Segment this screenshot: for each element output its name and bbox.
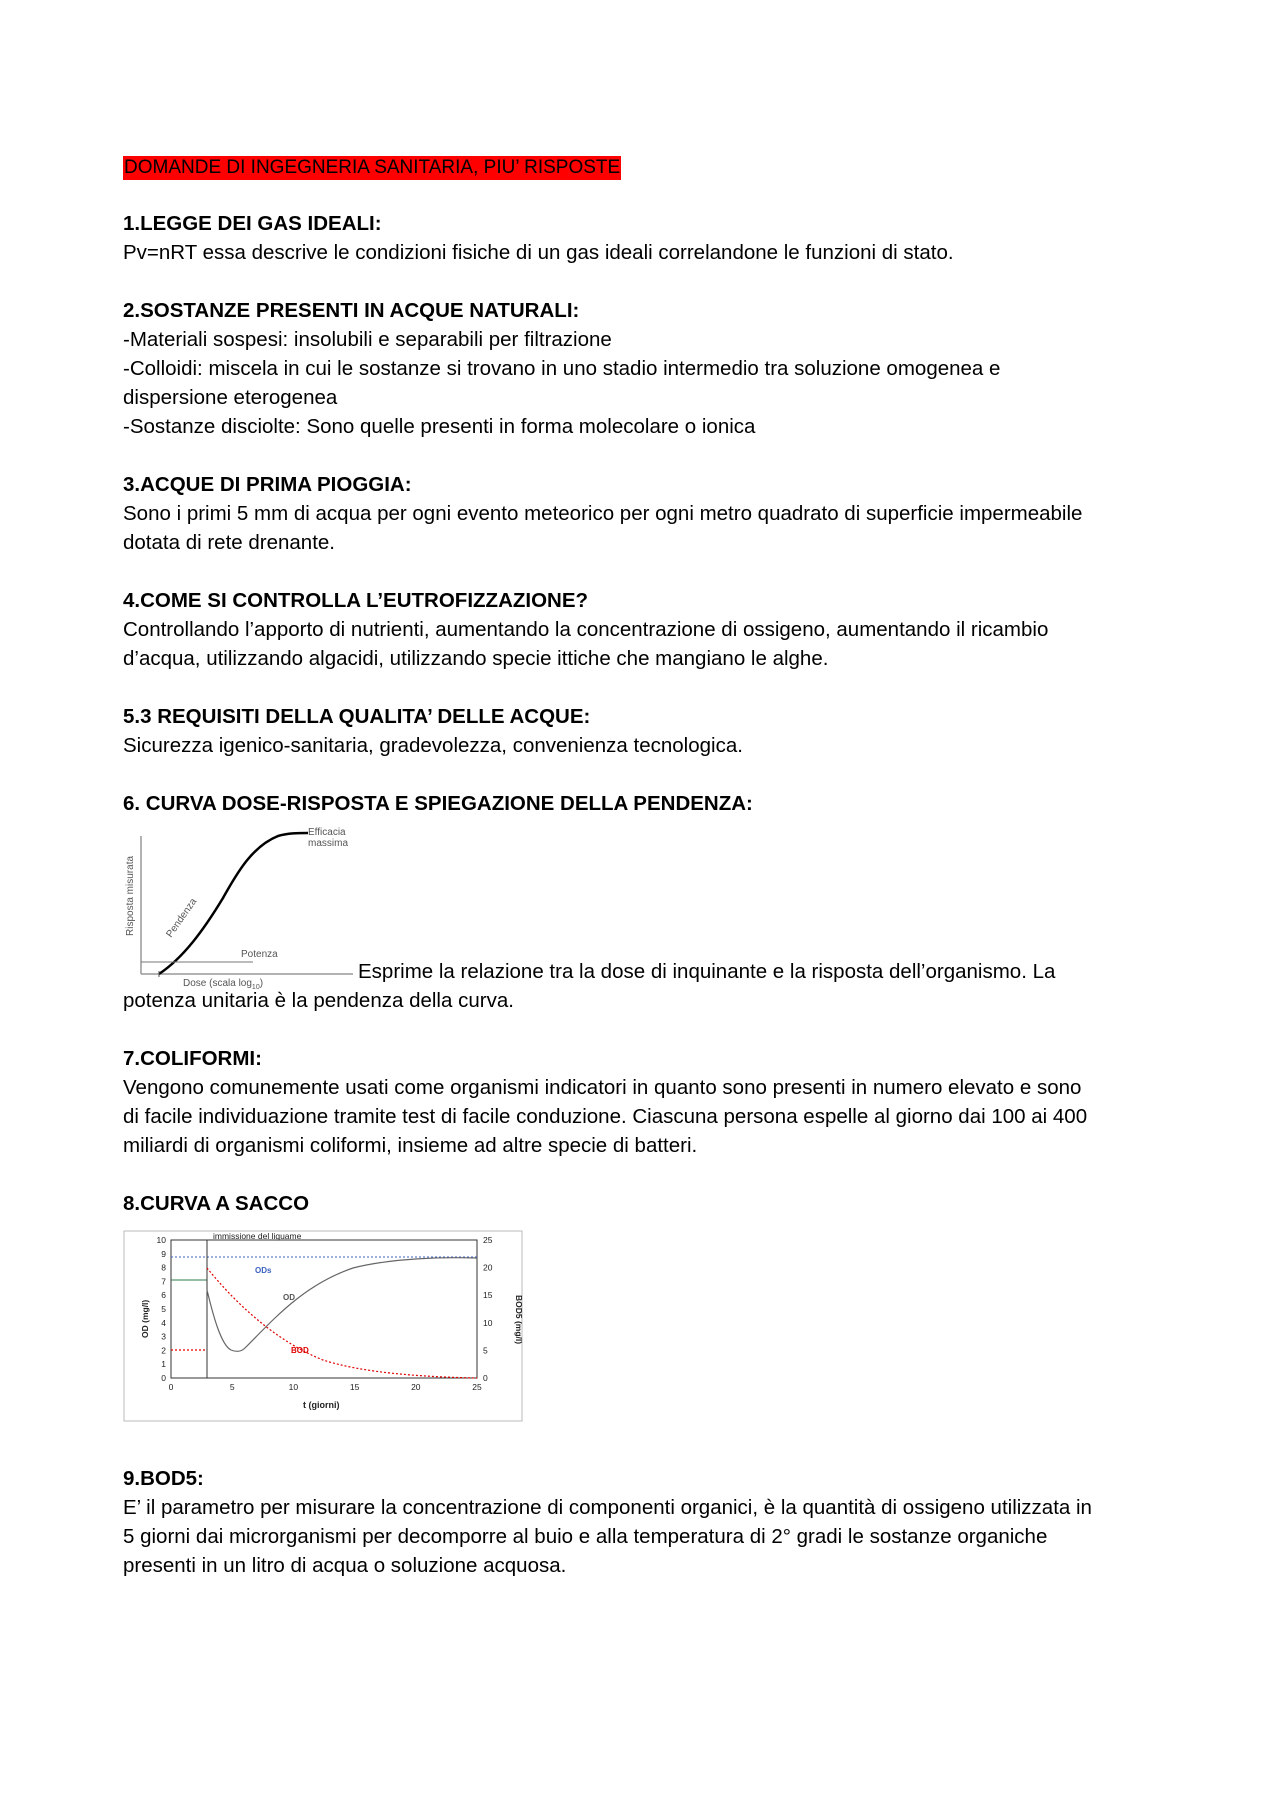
x-axis-label: t (giorni): [303, 1400, 340, 1410]
question-9-heading: 9.BOD5:: [123, 1467, 204, 1490]
question-2-heading: 2.SOSTANZE PRESENTI IN ACQUE NATURALI:: [123, 299, 580, 322]
label-ods: ODs: [255, 1266, 272, 1275]
label-bod: BOD: [291, 1346, 309, 1355]
question-4: [123, 586, 1163, 673]
label-od: OD: [283, 1293, 295, 1302]
left-tick-label: 2: [161, 1345, 166, 1356]
right-axis-label: BOD5 (mg/l): [514, 1295, 524, 1345]
document-title: DOMANDE DI INGEGNERIA SANITARIA, PIU’ RISPOSTE: [124, 157, 621, 178]
question-4-line: d’acqua, utilizzando algacidi, utilizzando specie ittiche che mangiano le alghe.: [123, 647, 829, 670]
question-7: [123, 1044, 1163, 1160]
question-9: [123, 1464, 1163, 1580]
left-tick-label: 6: [161, 1290, 166, 1301]
label-max-efficacy-2: massima: [308, 838, 349, 849]
dose-response-chart: [123, 826, 358, 991]
x-tick-label: 15: [349, 1382, 360, 1392]
question-3: [123, 470, 1163, 557]
figure-frame: [124, 1231, 522, 1421]
document-title-row: [123, 156, 1163, 180]
question-9-line: E’ il parametro per misurare la concentrazione di componenti organici, è la quantità di ossigeno utilizzata in: [123, 1496, 1092, 1519]
right-tick-label: 10: [483, 1317, 493, 1328]
label-max-efficacy-1: Efficacia: [308, 827, 346, 838]
x-axis-label: Dose (scala $\log_{10}$): [183, 978, 264, 991]
x-tick-label: 10: [288, 1382, 299, 1392]
left-tick-label: 9: [161, 1248, 166, 1259]
x-tick-label: 0: [168, 1382, 174, 1392]
question-3-heading: 3.ACQUE DI PRIMA PIOGGIA:: [123, 473, 412, 496]
question-1-answer: Pv=nRT essa descrive le condizioni fisiche di un gas ideali correlandone le funzioni di stato.: [123, 241, 954, 264]
question-5-heading: 5.3 REQUISITI DELLA QUALITA’ DELLE ACQUE:: [123, 705, 591, 728]
document-body: [123, 156, 1163, 1580]
question-4-line: Controllando l’apporto di nutrienti, aumentando la concentrazione di ossigeno, aumentando il ricambio: [123, 618, 1049, 641]
left-tick-label: 8: [161, 1262, 166, 1273]
question-2-line: -Sostanze disciolte: Sono quelle presenti in forma molecolare o ionica: [123, 415, 756, 438]
right-tick-label: 5: [483, 1345, 488, 1356]
question-1: [123, 209, 1163, 267]
question-7-line: Vengono comunemente usati come organismi indicatori in quanto sono presenti in numero elevato e sono: [123, 1076, 1082, 1099]
left-tick-label: 3: [161, 1331, 166, 1342]
left-tick-label: 1: [161, 1359, 166, 1370]
dose-response-figure: [123, 826, 358, 991]
question-2-line: -Colloidi: miscela in cui le sostanze si trovano in uno stadio intermedio tra soluzione omogenea e: [123, 357, 1001, 380]
label-slope: Pendenza: [164, 896, 200, 940]
question-8: [123, 1189, 1163, 1422]
question-6-figure-row: [123, 826, 1163, 991]
right-tick-label: 0: [483, 1373, 488, 1383]
left-tick-label: 4: [161, 1317, 166, 1328]
question-3-line: Sono i primi 5 mm di acqua per ogni evento meteorico per ogni metro quadrato di superficie impermeabile: [123, 502, 1083, 525]
question-7-line: miliardi di organismi coliformi, insieme ad altre specie di batteri.: [123, 1134, 698, 1157]
x-tick-label: 20: [411, 1382, 421, 1392]
dose-response-curve: [159, 833, 308, 974]
y-axis-label: Risposta misurata: [125, 855, 136, 936]
question-6-line-2: potenza unitaria è la pendenza della curva.: [123, 989, 514, 1012]
question-2: [123, 296, 1163, 441]
label-wastewater-input: immissione del liquame: [213, 1231, 302, 1241]
left-tick-label: 7: [161, 1276, 166, 1287]
left-tick-label: 10: [156, 1235, 166, 1245]
sag-curve-figure: [123, 1230, 523, 1422]
question-9-line: presenti in un litro di acqua o soluzione acquosa.: [123, 1554, 567, 1577]
question-6-line-1: Esprime la relazione tra la dose di inquinante e la risposta dell’organismo. La: [358, 960, 1056, 983]
label-potency: Potenza: [241, 949, 278, 960]
question-5: [123, 702, 1163, 760]
right-tick-label: 15: [483, 1290, 493, 1301]
question-2-line: dispersione eterogenea: [123, 386, 338, 409]
question-7-heading: 7.COLIFORMI:: [123, 1047, 262, 1070]
left-tick-label: 5: [161, 1304, 166, 1314]
question-1-heading: 1.LEGGE DEI GAS IDEALI:: [123, 212, 382, 235]
question-6: [123, 789, 1163, 1015]
left-axis-label: OD (mg/l): [140, 1299, 150, 1338]
question-8-heading: 8.CURVA A SACCO: [123, 1192, 310, 1215]
right-tick-label: 25: [483, 1235, 493, 1245]
question-6-heading: 6. CURVA DOSE-RISPOSTA E SPIEGAZIONE DELLA PENDENZA:: [123, 792, 753, 815]
x-tick-label: 5: [229, 1382, 235, 1392]
sag-curve-chart: [123, 1230, 523, 1422]
question-5-answer: Sicurezza igenico-sanitaria, gradevolezza, convenienza tecnologica.: [123, 734, 743, 757]
question-7-line: di facile individuazione tramite test di facile conduzione. Ciascuna persona espelle al giorno dai 100 ai 400: [123, 1105, 1088, 1128]
right-tick-label: 20: [483, 1262, 493, 1273]
question-4-heading: 4.COME SI CONTROLLA L’EUTROFIZZAZIONE?: [123, 589, 589, 612]
question-9-line: 5 giorni dai microrganismi per decomporre al buio e alla temperatura di 2° gradi le sostanze organiche: [123, 1525, 1048, 1548]
question-3-line: dotata di rete drenante.: [123, 531, 335, 554]
left-tick-label: 0: [161, 1373, 166, 1383]
x-tick-label: 25: [472, 1382, 482, 1392]
question-2-line: -Materiali sospesi: insolubili e separabili per filtrazione: [123, 328, 612, 351]
